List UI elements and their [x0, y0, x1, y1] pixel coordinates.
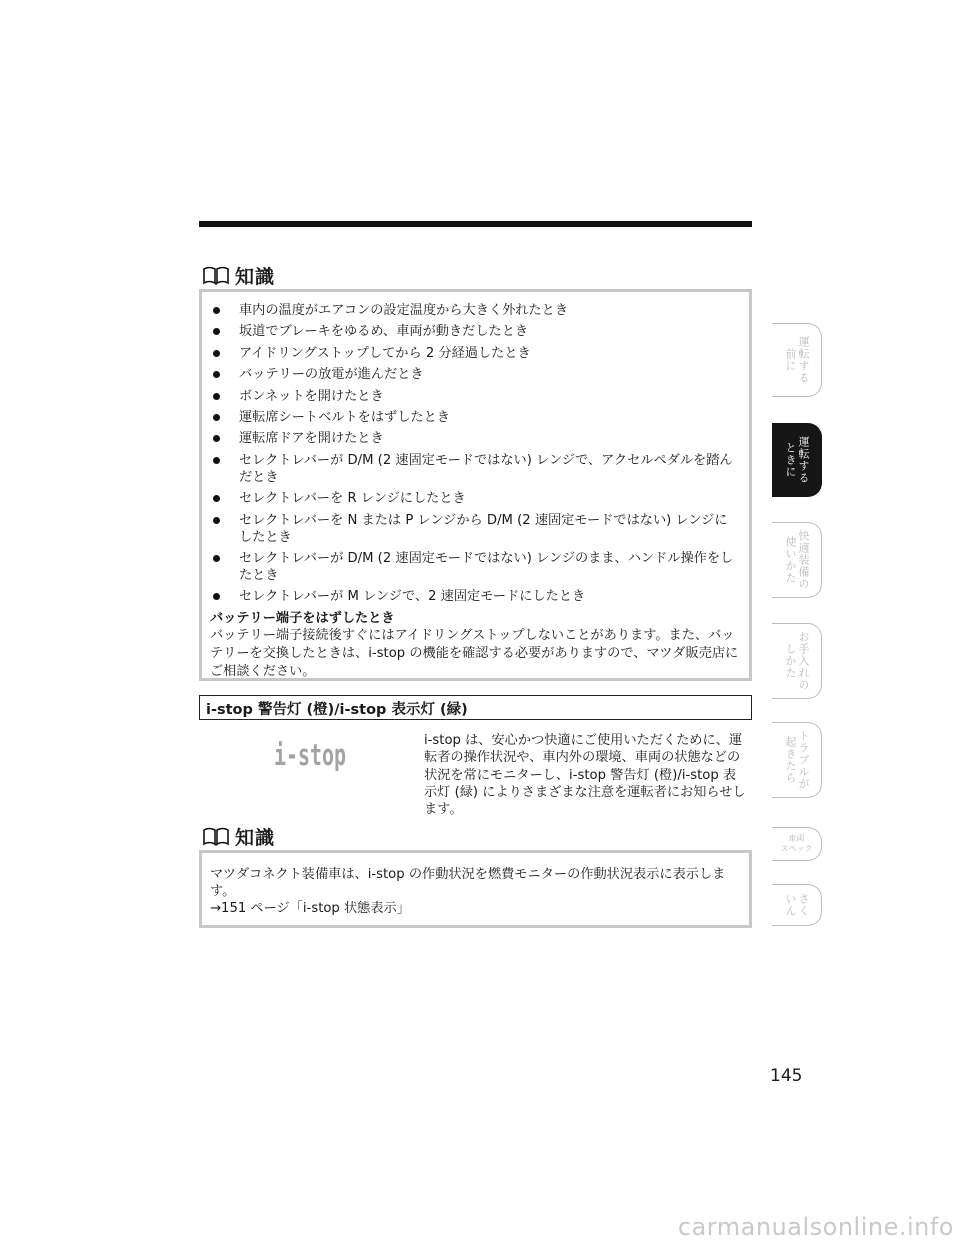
list-item: アイドリングストップしてから 2 分経過したとき: [210, 345, 739, 362]
tab-comfort-features[interactable]: 快適装備の 使いかた: [772, 522, 822, 598]
istop-logo: [273, 733, 347, 775]
svg-text:i-stop: i-stop: [274, 738, 346, 772]
tab-troubleshooting[interactable]: トラブルが 起きたら: [772, 722, 822, 798]
list-item: セレクトレバーが D/M (2 速固定モードではない) レンジのまま、ハンドル操作をしたとき: [210, 550, 739, 584]
book-icon: [202, 264, 230, 286]
tab-specifications[interactable]: 車両 スペック: [772, 827, 822, 861]
list-item: ボンネットを開けたとき: [210, 388, 739, 405]
knowledge-heading: [202, 823, 275, 849]
knowledge-label: 知識: [235, 826, 276, 849]
book-icon: [202, 825, 230, 847]
list-item: 坂道でブレーキをゆるめ、車両が動きだしたとき: [210, 323, 739, 340]
list-item: セレクトレバーを N または P レンジから D/M (2 速固定モードではない) レンジにしたとき: [210, 512, 739, 546]
list-item: セレクトレバーが M レンジで、2 速固定モードにしたとき: [210, 588, 739, 605]
list-item: 運転席シートベルトをはずしたとき: [210, 409, 739, 426]
list-item: セレクトレバーを R レンジにしたとき: [210, 490, 739, 507]
battery-note-title: バッテリー端子をはずしたとき: [210, 610, 395, 626]
top-rule: [199, 221, 752, 227]
tab-while-driving[interactable]: 運転する ときに: [772, 423, 822, 497]
list-item: バッテリーの放電が進んだとき: [210, 366, 739, 383]
list-item: セレクトレバーが D/M (2 速固定モードではない) レンジで、アクセルペダルを踏んだとき: [210, 452, 739, 486]
istop-description: i-stop は、安心かつ快適にご使用いただくために、運転者の操作状況や、車内外の環境、車両の状態などの状況を常にモニターし、i-stop 警告灯 (橙)/i-stop 表示灯 (緑) によりさまざまな注意を運転者にお知らせします。: [424, 733, 746, 818]
tab-before-driving[interactable]: 運転する 前に: [772, 323, 822, 397]
tab-index[interactable]: さく いん: [772, 884, 822, 926]
knowledge-box: [199, 850, 752, 928]
tab-maintenance[interactable]: お手入れの しかた: [772, 623, 822, 699]
page-reference: →151 ページ「i-stop 状態表示」: [210, 901, 410, 916]
battery-note-text: バッテリー端子接続後すぐにはアイドリングストップしないことがあります。また、バッテリーを交換したときは、i-stop の機能を確認する必要がありますので、マツダ販売店にご相談ください。: [210, 627, 739, 679]
list-item: 車内の温度がエアコンの設定温度から大きく外れたとき: [210, 302, 739, 319]
section-title: i-stop 警告灯 (橙)/i-stop 表示灯 (緑): [199, 695, 752, 720]
list-item: 運転席ドアを開けたとき: [210, 430, 739, 447]
knowledge-box: [199, 289, 752, 681]
knowledge-label: 知識: [235, 265, 276, 288]
knowledge-heading: [202, 262, 275, 288]
mazda-connect-note: マツダコネクト装備車は、i-stop の作動状況を燃費モニターの作動状況表示に表示します。: [210, 867, 726, 899]
page-number: 145: [770, 1066, 803, 1086]
footer-watermark: carmanualsonline.info: [677, 1213, 954, 1241]
bullet-list: [210, 302, 739, 605]
